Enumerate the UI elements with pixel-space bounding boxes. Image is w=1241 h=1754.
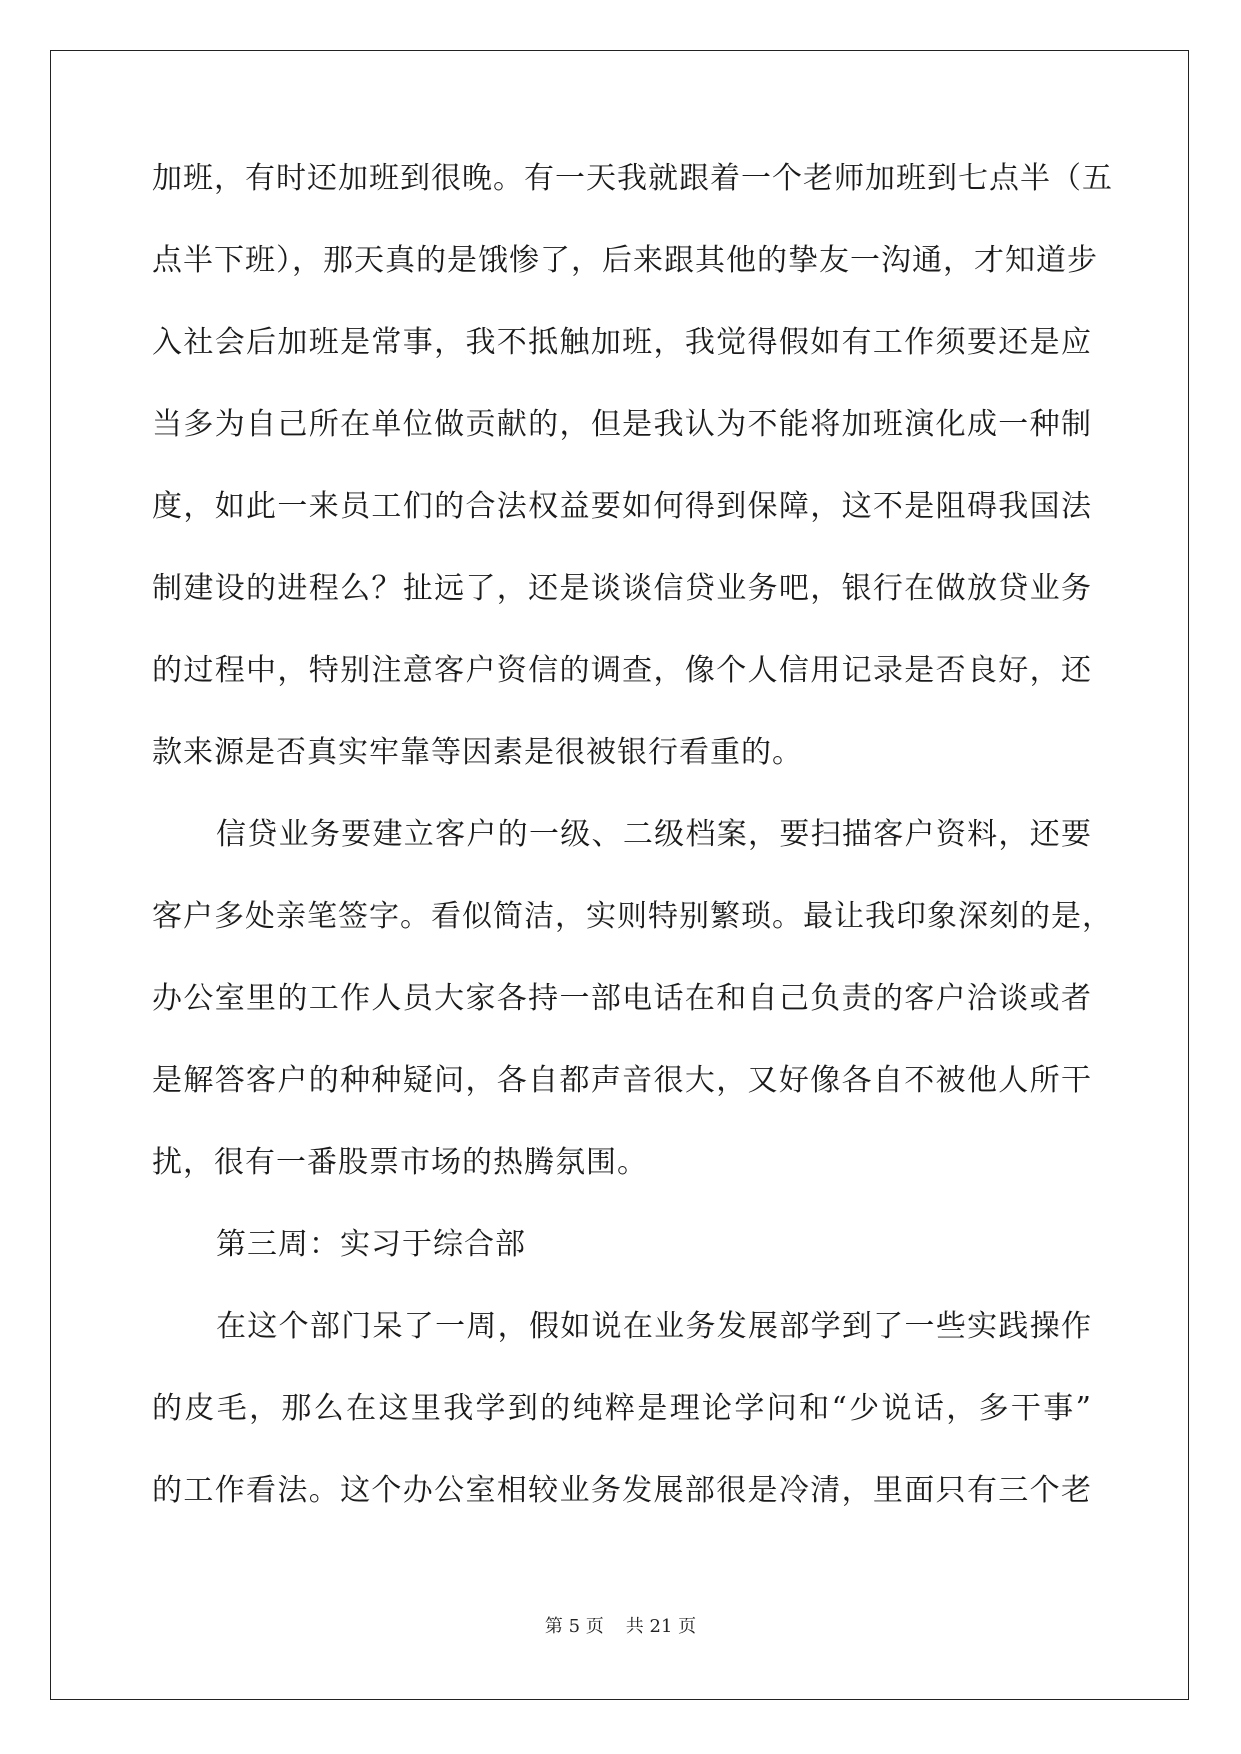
text-line: 信贷业务要建立客户的一级、二级档案，要扫描客户资料，还要 — [216, 817, 1092, 852]
section-heading: 第三周：实习于综合部 — [216, 1227, 526, 1262]
text-line: 当多为自己所在单位做贡献的，但是我认为不能将加班演化成一种制 — [152, 407, 1092, 442]
text-line: 点半下班），那天真的是饿惨了，后来跟其他的挚友一沟通，才知道步 — [152, 243, 1098, 278]
page-number: 第 5 页 — [544, 1616, 604, 1637]
text-line: 办公室里的工作人员大家各持一部电话在和自己负责的客户洽谈或者 — [152, 981, 1092, 1016]
text-line: 制建设的进程么？扯远了，还是谈谈信贷业务吧，银行在做放贷业务 — [152, 571, 1092, 606]
page-footer — [0, 1612, 1241, 1638]
text-line: 的工作看法。这个办公室相较业务发展部很是冷清，里面只有三个老 — [152, 1473, 1092, 1508]
text-line: 的皮毛，那么在这里我学到的纯粹是理论学问和“少说话，多干事” — [152, 1391, 1092, 1426]
document-body — [152, 158, 1113, 1552]
page-total: 共 21 页 — [625, 1616, 697, 1637]
text-line: 客户多处亲笔签字。看似简洁，实则特别繁琐。最让我印象深刻的是， — [152, 899, 1113, 934]
text-line: 是解答客户的种种疑问，各自都声音很大，又好像各自不被他人所干 — [152, 1063, 1092, 1098]
text-line: 度，如此一来员工们的合法权益要如何得到保障，这不是阻碍我国法 — [152, 489, 1092, 524]
text-line: 在这个部门呆了一周，假如说在业务发展部学到了一些实践操作 — [216, 1309, 1092, 1344]
text-line: 扰，很有一番股票市场的热腾氛围。 — [152, 1145, 648, 1180]
text-line: 入社会后加班是常事，我不抵触加班，我觉得假如有工作须要还是应 — [152, 325, 1092, 360]
text-line: 加班，有时还加班到很晚。有一天我就跟着一个老师加班到七点半（五 — [152, 161, 1113, 196]
text-line: 的过程中，特别注意客户资信的调查，像个人信用记录是否良好，还 — [152, 653, 1092, 688]
text-line: 款来源是否真实牢靠等因素是很被银行看重的。 — [152, 735, 803, 770]
